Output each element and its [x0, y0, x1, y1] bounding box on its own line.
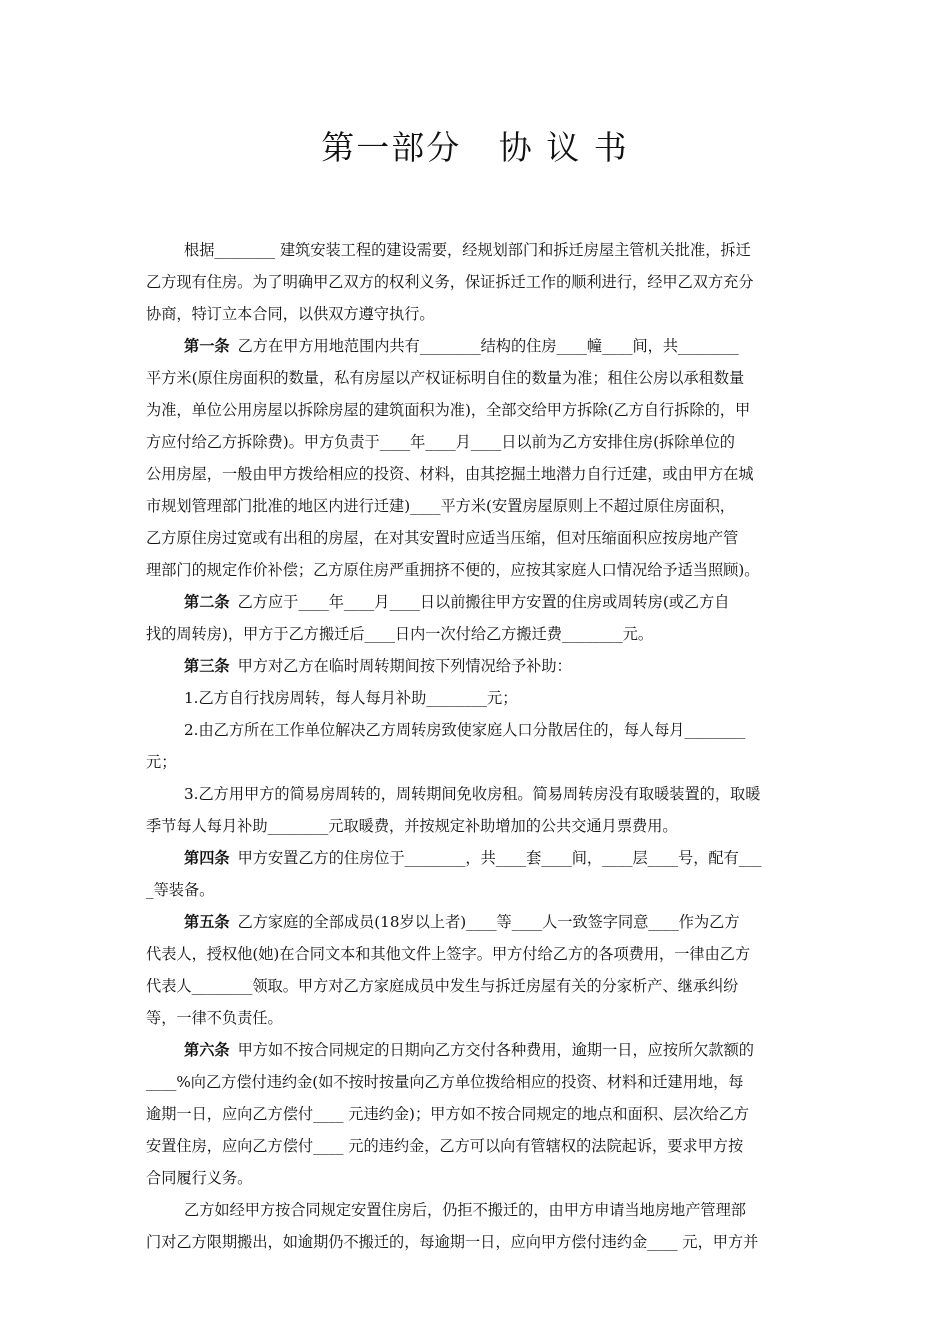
text-line — [146, 586, 806, 618]
line-text: 代表人________领取。甲方对乙方家庭成员中发生与拆迁房屋有关的分家析产、继承纠纷 — [146, 977, 739, 995]
line-text: 乙方家庭的全部成员(18岁以上者)____等____人一致签字同意____作为乙方 — [237, 913, 740, 931]
line-text: 乙方在甲方用地范围内共有________结构的住房____幢____间，共________ — [237, 337, 739, 355]
text-line — [146, 1194, 806, 1226]
text-line — [146, 970, 806, 1002]
line-text: 逾期一日，应向乙方偿付____ 元违约金)；甲方如不按合同规定的地点和面积、层次给乙方 — [146, 1105, 750, 1123]
line-text: 甲方对乙方在临时周转期间按下列情况给予补助： — [237, 657, 572, 675]
line-text: 乙方如经甲方按合同规定安置住房后，仍拒不搬迁的，由甲方申请当地房地产管理部 — [184, 1201, 746, 1219]
text-line — [146, 650, 806, 682]
article-heading: 第五条 — [184, 913, 230, 931]
text-line — [146, 1162, 806, 1194]
line-text: 1.乙方自行找房周转，每人每月补助________元； — [184, 689, 518, 707]
line-text: 2.由乙方所在工作单位解决乙方周转房致使家庭人口分散居住的，每人每月________ — [184, 721, 746, 739]
line-text: 门对乙方限期搬出，如逾期仍不搬迁的，每逾期一日，应向甲方偿付违约金____ 元，甲方并 — [146, 1233, 759, 1251]
text-line — [146, 234, 806, 266]
text-line — [146, 1034, 806, 1066]
line-text: 元； — [146, 753, 177, 771]
line-text: 市规划管理部门批准的地区内进行迁建)____平方米(安置房屋原则上不超过原住房面积， — [146, 497, 735, 515]
line-text: 乙方应于____年____月____日以前搬往甲方安置的住房或周转房(或乙方自 — [237, 593, 730, 611]
document-body — [146, 234, 806, 1258]
line-text: 为准，单位公用房屋以拆除房屋的建筑面积为准)，全部交给甲方拆除(乙方自行拆除的，甲 — [146, 401, 751, 419]
line-text: 等，一律不负责任。 — [146, 1009, 283, 1027]
line-text: 协商，特订立本合同，以供双方遵守执行。 — [146, 305, 435, 323]
line-text: 安置住房，应向乙方偿付____ 元的违约金，乙方可以向有管辖权的法院起诉，要求甲方按 — [146, 1137, 744, 1155]
line-text: 甲方安置乙方的住房位于________，共____套____间，____层____号，配有___ — [237, 849, 762, 867]
text-line — [146, 394, 806, 426]
article-heading: 第六条 — [184, 1041, 230, 1059]
line-text: 理部门的规定作价补偿；乙方原住房严重拥挤不便的，应按其家庭人口情况给予适当照顾)。 — [146, 561, 760, 579]
text-line — [146, 1098, 806, 1130]
text-line — [146, 906, 806, 938]
text-line — [146, 426, 806, 458]
text-line — [146, 778, 806, 810]
article-heading: 第三条 — [184, 657, 230, 675]
line-text: 乙方现有住房。为了明确甲乙双方的权利义务，保证拆迁工作的顺利进行，经甲乙双方充分 — [146, 273, 754, 291]
text-line — [146, 874, 806, 906]
text-line — [146, 810, 806, 842]
article-heading: 第二条 — [184, 593, 230, 611]
text-line — [146, 938, 806, 970]
text-line — [146, 522, 806, 554]
line-text: 代表人，授权他(她)在合同文本和其他文件上签字。甲方付给乙方的各项费用，一律由乙方 — [146, 945, 751, 963]
text-line — [146, 362, 806, 394]
line-text: 根据________ 建筑安装工程的建设需要，经规划部门和拆迁房屋主管机关批准，拆迁 — [184, 241, 751, 259]
line-text: ____%向乙方偿付违约金(如不按时按量向乙方单位拨给相应的投资、材料和迁建用地，每 — [146, 1073, 744, 1091]
text-line — [146, 618, 806, 650]
text-line — [146, 1066, 806, 1098]
text-line — [146, 682, 806, 714]
line-text: 合同履行义务。 — [146, 1169, 253, 1187]
text-line — [146, 298, 806, 330]
line-text: 公用房屋，一般由甲方拨给相应的投资、材料，由其挖掘土地潜力自行迁建，或由甲方在城 — [146, 465, 754, 483]
text-line — [146, 714, 806, 746]
line-text: 甲方如不按合同规定的日期向乙方交付各种费用，逾期一日，应按所欠款额的 — [237, 1041, 754, 1059]
line-text: 3.乙方用甲方的简易房周转的，周转期间免收房租。简易周转房没有取暖装置的，取暖 — [184, 785, 761, 803]
article-heading: 第四条 — [184, 849, 230, 867]
line-text: 平方米(原住房面积的数量，私有房屋以产权证标明自住的数量为准；租住公房以承租数量 — [146, 369, 745, 387]
line-text: 方应付给乙方拆除费)。甲方负责于____年____月____日以前为乙方安排住房(拆除单位的 — [146, 433, 735, 451]
text-line — [146, 330, 806, 362]
page-title: 第一部分 协 议 书 — [321, 128, 629, 167]
text-line — [146, 842, 806, 874]
line-text: 乙方原住房过宽或有出租的房屋，在对其安置时应适当压缩，但对压缩面积应按房地产管 — [146, 529, 739, 547]
line-text: 季节每人每月补助________元取暖费，并按规定补助增加的公共交通月票费用。 — [146, 817, 678, 835]
text-line — [146, 458, 806, 490]
text-line — [146, 1226, 806, 1258]
article-heading: 第一条 — [184, 337, 230, 355]
text-line — [146, 266, 806, 298]
text-line — [146, 490, 806, 522]
line-text: _等装备。 — [146, 881, 215, 899]
text-line — [146, 1130, 806, 1162]
text-line — [146, 554, 806, 586]
text-line — [146, 1002, 806, 1034]
line-text: 找的周转房)，甲方于乙方搬迁后____日内一次付给乙方搬迁费________元。 — [146, 625, 654, 643]
text-line — [146, 746, 806, 778]
